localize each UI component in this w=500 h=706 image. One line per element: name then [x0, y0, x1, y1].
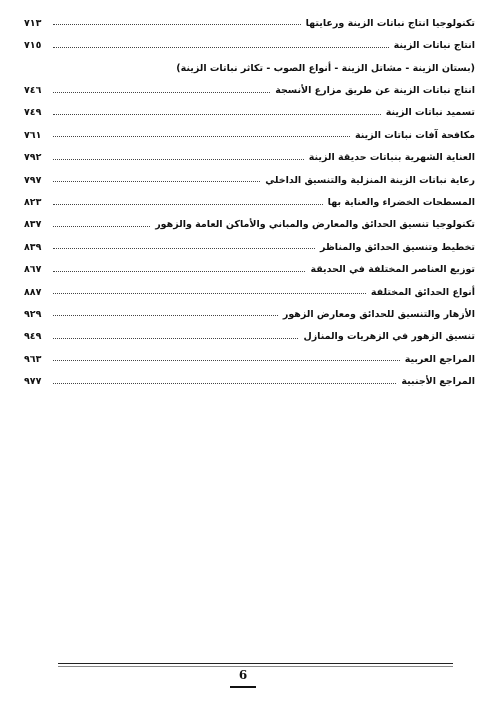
toc-entry[interactable] — [24, 121, 475, 143]
toc-entry-title: تسميد نباتات الزينة — [385, 107, 475, 119]
toc-entry-page: ٨٢٣ — [24, 197, 42, 209]
toc-entry-page: ٩٢٩ — [24, 308, 42, 320]
dot-leader — [53, 226, 150, 227]
toc-entry-title: المراجع العربية — [404, 353, 475, 365]
toc-entry[interactable] — [24, 233, 475, 255]
toc-entry-page: ٨٣٩ — [24, 241, 42, 253]
toc-entry-page: ٧٩٢ — [24, 152, 42, 164]
toc-entry-title: انتاج نباتات الزينة — [393, 40, 475, 52]
toc-entry-page: ٧٦١ — [24, 129, 42, 141]
table-of-contents — [24, 9, 475, 390]
toc-entry-page: ٨٦٧ — [24, 264, 42, 276]
dot-leader — [53, 92, 270, 93]
dot-leader — [53, 47, 389, 48]
toc-entry[interactable] — [24, 9, 475, 31]
toc-entry[interactable] — [24, 76, 475, 98]
toc-entry-title: أنواع الحدائق المختلفة — [370, 286, 475, 298]
dot-leader — [53, 24, 301, 25]
toc-entry[interactable] — [24, 166, 475, 188]
dot-leader — [53, 338, 298, 339]
toc-entry-title: مكافحة آفات نباتات الزينة — [355, 129, 475, 141]
toc-entry-title: توزيع العناصر المختلفة في الحديقة — [310, 264, 475, 276]
toc-entry-page: ٧٩٧ — [24, 174, 42, 186]
toc-subnote — [24, 54, 475, 76]
toc-entry[interactable] — [24, 99, 475, 121]
toc-entry-page: ٧١٥ — [24, 40, 42, 52]
dot-leader — [53, 136, 350, 137]
toc-entry-title: رعاية نباتات الزينة المنزلية والتنسيق الداخلي — [265, 174, 475, 186]
page-number: 6 — [238, 668, 248, 682]
toc-entry-page: ٩٤٩ — [24, 331, 42, 343]
dot-leader — [53, 293, 366, 294]
toc-entry[interactable] — [24, 367, 475, 389]
toc-entry-title: انتاج نباتات الزينة عن طريق مزارع الأنسجة — [275, 85, 475, 97]
toc-entry[interactable] — [24, 322, 475, 344]
page-number-underline — [230, 686, 256, 688]
toc-entry-page: ٧٤٩ — [24, 107, 42, 119]
toc-entry[interactable] — [24, 31, 475, 53]
dot-leader — [53, 315, 278, 316]
dot-leader — [53, 383, 396, 384]
toc-entry-title: المسطحات الخضراء والعناية بها — [327, 197, 475, 209]
dot-leader — [53, 181, 260, 182]
toc-entry-page: ٧١٣ — [24, 17, 42, 29]
toc-subnote-text: (بستان الزينة - مشاتل الزينة - أنواع الصوب - تكاثر نباتات الزينة) — [176, 62, 475, 74]
dot-leader — [53, 159, 304, 160]
dot-leader — [53, 204, 323, 205]
toc-entry[interactable] — [24, 278, 475, 300]
dot-leader — [53, 271, 305, 272]
toc-entry[interactable] — [24, 188, 475, 210]
toc-entry-page: ٨٣٧ — [24, 219, 42, 231]
dot-leader — [53, 114, 381, 115]
toc-entry-page: ٩٦٣ — [24, 353, 42, 365]
toc-entry-title: المراجع الأجنبية — [401, 376, 475, 388]
toc-entry-title: الأزهار والتنسيق للحدائق ومعارض الزهور — [282, 308, 475, 320]
toc-entry-title: العناية الشهرية بنباتات حديقة الزينة — [308, 152, 475, 164]
toc-entry-page: ٩٧٧ — [24, 376, 42, 388]
toc-entry-page: ٨٨٧ — [24, 286, 42, 298]
toc-entry-title: تخطيط وتنسيق الحدائق والمناظر — [319, 241, 475, 253]
toc-entry-title: تكنولوجيا انتاج نباتات الزينة ورعايتها — [305, 17, 475, 29]
footer-divider-secondary — [58, 666, 453, 667]
toc-entry-title: تكنولوجيا تنسيق الحدائق والمعارض والمباني والأماكن العامة والزهور — [155, 219, 475, 231]
dot-leader — [53, 248, 315, 249]
dot-leader — [53, 360, 400, 361]
toc-entry[interactable] — [24, 255, 475, 277]
toc-entry[interactable] — [24, 345, 475, 367]
toc-entry[interactable] — [24, 143, 475, 165]
toc-entry[interactable] — [24, 211, 475, 233]
toc-entry-title: تنسيق الزهور في الزهريات والمنازل — [303, 331, 475, 343]
toc-entry[interactable] — [24, 300, 475, 322]
footer-divider — [58, 663, 453, 664]
toc-entry-page: ٧٤٦ — [24, 85, 42, 97]
